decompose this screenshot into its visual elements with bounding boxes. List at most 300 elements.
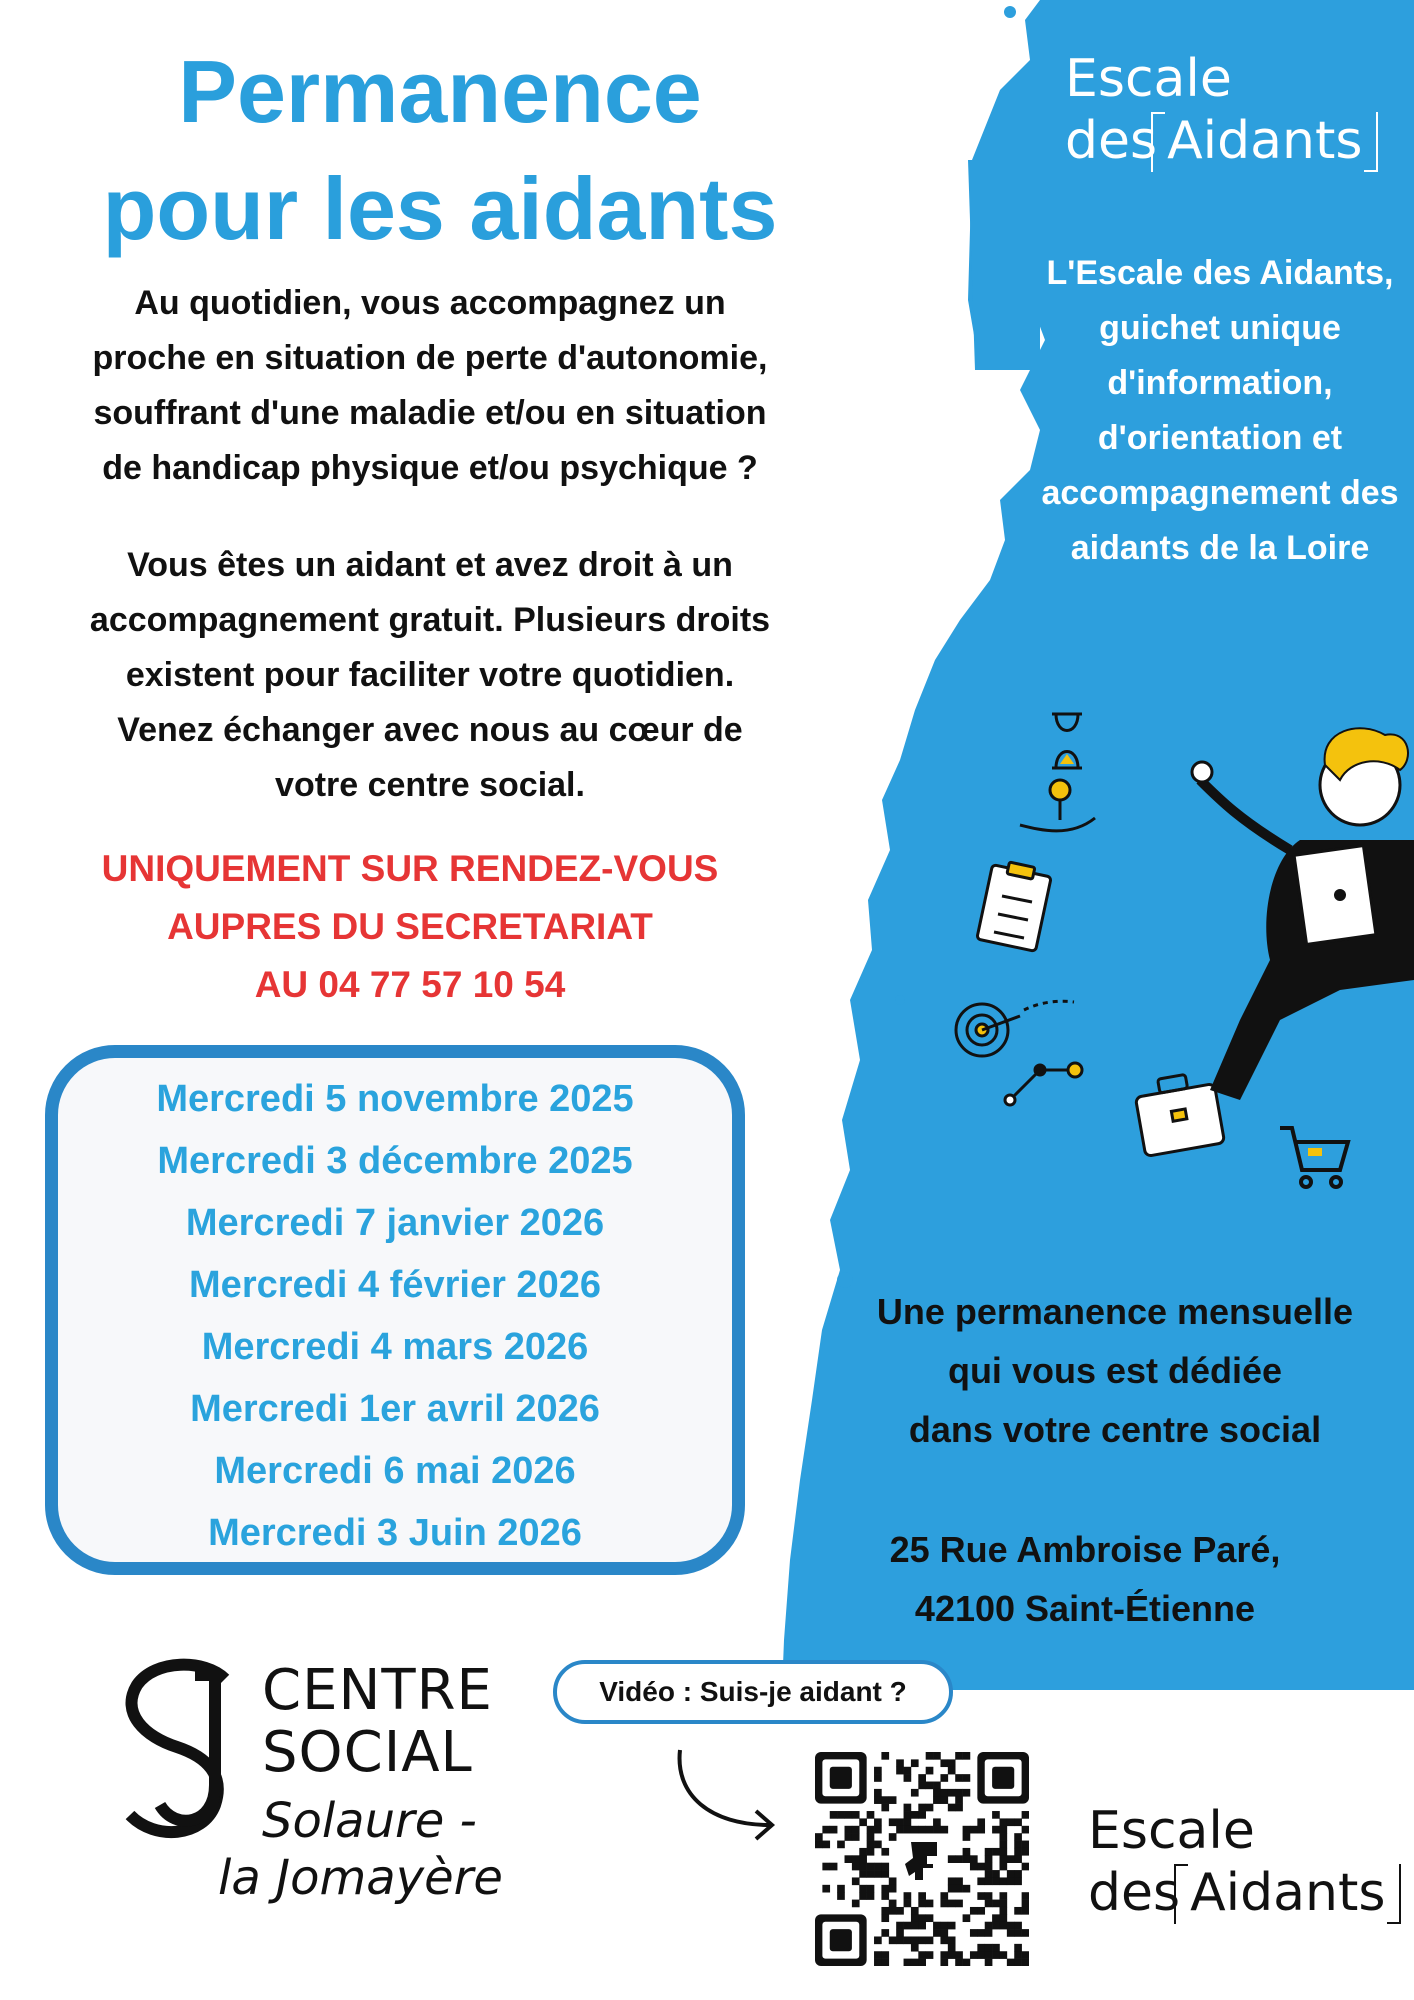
centre-social-line-2: SOCIAL — [262, 1720, 473, 1785]
qr-module — [985, 1900, 993, 1908]
date-item: Mercredi 3 Juin 2026 — [208, 1512, 582, 1554]
qr-module — [918, 1811, 926, 1819]
qr-module — [940, 1951, 948, 1959]
qr-module — [999, 1951, 1007, 1959]
qr-module — [889, 1796, 897, 1804]
video-link-button[interactable]: Vidéo : Suis-je aidant ? — [553, 1660, 953, 1724]
qr-module — [955, 1789, 963, 1797]
qr-module — [911, 1789, 919, 1797]
qr-module — [985, 1929, 993, 1937]
qr-module — [970, 1929, 978, 1937]
date-item: Mercredi 5 novembre 2025 — [156, 1078, 634, 1120]
qr-module — [1007, 1922, 1015, 1930]
qr-module — [874, 1818, 882, 1826]
qr-module — [948, 1885, 956, 1893]
qr-module — [918, 1826, 926, 1834]
qr-module — [948, 1922, 956, 1930]
qr-module — [999, 1833, 1007, 1841]
qr-module — [874, 1959, 882, 1966]
qr-module — [977, 1944, 985, 1952]
qr-module — [918, 1900, 926, 1908]
connector-icon — [1005, 1063, 1082, 1105]
qr-module — [1014, 1877, 1022, 1885]
qr-module — [963, 1959, 971, 1966]
qr-module — [859, 1818, 867, 1826]
centre-social-line-1: CENTRE — [262, 1658, 493, 1723]
qr-module — [970, 1907, 978, 1915]
qr-module — [977, 1877, 985, 1885]
qr-module — [970, 1855, 978, 1863]
qr-module — [830, 1863, 838, 1871]
appointment-notice — [30, 840, 790, 1014]
monthly-line: Une permanence mensuelle — [876, 1291, 1354, 1332]
qr-module — [889, 1936, 897, 1944]
qr-module — [992, 1826, 1000, 1834]
qr-module — [948, 1855, 956, 1863]
rights-line: existent pour faciliter votre quotidien. — [125, 656, 735, 694]
qr-module — [1014, 1944, 1022, 1952]
qr-module — [867, 1848, 875, 1856]
qr-module — [881, 1892, 889, 1900]
qr-module — [1007, 1870, 1015, 1878]
qr-module — [926, 1804, 934, 1812]
appointment-line: AU 04 77 57 10 54 — [254, 964, 566, 1005]
qr-module — [955, 1885, 963, 1893]
escale-logo-line-2 — [1088, 1862, 1395, 1924]
qr-module — [845, 1826, 853, 1834]
qr-module — [999, 1900, 1007, 1908]
qr-module — [963, 1826, 971, 1834]
qr-module — [999, 1848, 1007, 1856]
qr-module — [852, 1811, 860, 1819]
qr-module — [896, 1767, 904, 1775]
qr-module — [940, 1936, 948, 1944]
qr-module — [1022, 1907, 1029, 1915]
qr-module — [852, 1877, 860, 1885]
qr-module — [1022, 1892, 1029, 1900]
qr-module — [940, 1826, 948, 1834]
qr-module — [867, 1870, 875, 1878]
qr-module — [1014, 1959, 1022, 1966]
clipboard-icon — [977, 862, 1051, 951]
qr-finder — [830, 1929, 852, 1951]
qr-module — [1014, 1929, 1022, 1937]
qr-module — [992, 1900, 1000, 1908]
qr-module — [977, 1818, 985, 1826]
qr-module — [881, 1752, 889, 1760]
dates-box — [45, 1045, 745, 1575]
qr-module — [859, 1863, 867, 1871]
page-title-line-2: pour les aidants — [102, 159, 778, 258]
qr-module — [911, 1914, 919, 1922]
qr-module — [985, 1855, 993, 1863]
escale-description — [1020, 246, 1414, 576]
qr-module — [1014, 1833, 1022, 1841]
qr-module — [881, 1885, 889, 1893]
qr-module — [955, 1855, 963, 1863]
qr-module — [999, 1841, 1007, 1849]
qr-module — [904, 1936, 912, 1944]
qr-module — [933, 1826, 941, 1834]
escale-logo-bottom — [1088, 1800, 1395, 1924]
rights-line: Venez échanger avec nous au cœur de — [117, 711, 743, 749]
qr-module — [926, 1782, 934, 1790]
qr-module — [940, 1922, 948, 1930]
qr-module — [859, 1870, 867, 1878]
qr-module — [977, 1892, 985, 1900]
qr-module — [881, 1796, 889, 1804]
qr-module — [1007, 1959, 1015, 1966]
qr-finder — [830, 1767, 852, 1789]
qr-module — [948, 1900, 956, 1908]
qr-module — [992, 1951, 1000, 1959]
qr-module — [955, 1752, 963, 1760]
qr-module — [948, 1944, 956, 1952]
qr-module — [985, 1959, 993, 1966]
qr-module — [918, 1959, 926, 1966]
qr-module — [822, 1863, 830, 1871]
qr-module — [904, 1892, 912, 1900]
escale-logo-prefix: des — [1065, 111, 1158, 171]
qr-module — [955, 1959, 963, 1966]
qr-module — [1022, 1900, 1029, 1908]
qr-module — [874, 1774, 882, 1782]
qr-module — [918, 1922, 926, 1930]
qr-module — [822, 1826, 830, 1834]
qr-module — [963, 1833, 971, 1841]
qr-module — [918, 1951, 926, 1959]
escale-desc-line: accompagnement des — [1041, 474, 1399, 512]
qr-module — [926, 1936, 934, 1944]
qr-module — [999, 1914, 1007, 1922]
escale-desc-line: L'Escale des Aidants, — [1046, 254, 1394, 292]
qr-module — [911, 1922, 919, 1930]
qr-module — [918, 1804, 926, 1812]
qr-module — [1022, 1848, 1029, 1856]
qr-module — [1022, 1951, 1029, 1959]
qr-module — [1022, 1811, 1029, 1819]
qr-module — [837, 1892, 845, 1900]
qr-module — [955, 1877, 963, 1885]
date-item: Mercredi 7 janvier 2026 — [185, 1202, 605, 1244]
qr-module — [963, 1914, 971, 1922]
qr-module — [940, 1892, 948, 1900]
monthly-line: dans votre centre social — [908, 1409, 1322, 1450]
qr-module — [874, 1936, 882, 1944]
qr-module — [940, 1959, 948, 1966]
qr-module — [822, 1841, 830, 1849]
qr-module — [970, 1826, 978, 1834]
qr-code[interactable] — [815, 1752, 1029, 1966]
qr-module — [1014, 1907, 1022, 1915]
qr-module — [992, 1944, 1000, 1952]
qr-module — [867, 1826, 875, 1834]
qr-module — [933, 1752, 941, 1760]
hourglass-icon — [1052, 714, 1082, 768]
qr-module — [896, 1929, 904, 1937]
escale-logo-line-1: Escale — [1088, 1801, 1255, 1861]
qr-module — [992, 1922, 1000, 1930]
qr-module — [881, 1929, 889, 1937]
qr-module — [874, 1796, 882, 1804]
qr-module — [852, 1826, 860, 1834]
qr-module — [992, 1848, 1000, 1856]
qr-module — [867, 1885, 875, 1893]
qr-module — [918, 1914, 926, 1922]
centre-social-logo-mark — [115, 1655, 255, 1845]
qr-module — [852, 1833, 860, 1841]
qr-module — [999, 1877, 1007, 1885]
appointment-line: UNIQUEMENT SUR RENDEZ-VOUS — [101, 848, 719, 889]
qr-module — [963, 1885, 971, 1893]
qr-module — [977, 1863, 985, 1871]
aidant-illustration — [940, 690, 1414, 1210]
qr-module — [815, 1833, 823, 1841]
qr-module — [977, 1929, 985, 1937]
rights-line: accompagnement gratuit. Plusieurs droits — [89, 601, 771, 639]
qr-module — [955, 1796, 963, 1804]
appointment-line: AUPRES DU SECRETARIAT — [167, 906, 653, 947]
qr-module — [896, 1922, 904, 1930]
qr-module — [918, 1782, 926, 1790]
qr-module — [874, 1767, 882, 1775]
qr-module — [911, 1826, 919, 1834]
qr-module — [896, 1759, 904, 1767]
qr-module — [845, 1855, 853, 1863]
qr-module — [904, 1959, 912, 1966]
page-title-line-1: Permanence — [178, 42, 702, 141]
escale-logo-line-2 — [1065, 110, 1372, 172]
qr-module — [1022, 1929, 1029, 1937]
rights-line: votre centre social. — [275, 766, 585, 804]
qr-module — [963, 1752, 971, 1760]
qr-module — [881, 1870, 889, 1878]
monthly-text — [830, 1282, 1400, 1459]
qr-module — [896, 1818, 904, 1826]
qr-module — [933, 1818, 941, 1826]
qr-module — [881, 1951, 889, 1959]
qr-module — [933, 1782, 941, 1790]
qr-module — [1014, 1951, 1022, 1959]
qr-module — [904, 1767, 912, 1775]
escale-logo-word: Aidants — [1180, 1862, 1395, 1924]
qr-module — [859, 1892, 867, 1900]
qr-module — [1007, 1877, 1015, 1885]
qr-module — [889, 1907, 897, 1915]
qr-module — [852, 1863, 860, 1871]
dino-icon — [905, 1842, 937, 1880]
qr-module — [948, 1936, 956, 1944]
escale-logo-prefix: des — [1088, 1863, 1181, 1923]
qr-module — [933, 1922, 941, 1930]
qr-module — [940, 1929, 948, 1937]
money-plant-icon — [1020, 780, 1095, 831]
qr-module — [830, 1826, 838, 1834]
qr-module — [889, 1885, 897, 1893]
address-line: 25 Rue Ambroise Paré, — [889, 1529, 1281, 1570]
qr-module — [985, 1870, 993, 1878]
qr-module — [1022, 1959, 1029, 1966]
qr-module — [881, 1804, 889, 1812]
qr-module — [1014, 1841, 1022, 1849]
qr-module — [1022, 1826, 1029, 1834]
monthly-line: qui vous est dédiée — [947, 1350, 1283, 1391]
escale-desc-line: d'orientation et — [1097, 419, 1343, 457]
qr-module — [874, 1870, 882, 1878]
qr-module — [1007, 1855, 1015, 1863]
qr-module — [1014, 1818, 1022, 1826]
qr-module — [948, 1951, 956, 1959]
qr-module — [845, 1833, 853, 1841]
qr-module — [837, 1811, 845, 1819]
qr-module — [904, 1826, 912, 1834]
qr-module — [926, 1767, 934, 1775]
qr-module — [918, 1774, 926, 1782]
qr-module — [948, 1804, 956, 1812]
qr-module — [881, 1959, 889, 1966]
qr-module — [859, 1885, 867, 1893]
qr-module — [948, 1767, 956, 1775]
qr-module — [1014, 1848, 1022, 1856]
escale-desc-line: guichet unique — [1099, 309, 1341, 347]
qr-module — [940, 1759, 948, 1767]
qr-module — [904, 1922, 912, 1930]
qr-module — [985, 1877, 993, 1885]
date-item: Mercredi 6 mai 2026 — [214, 1450, 576, 1492]
qr-module — [852, 1855, 860, 1863]
qr-module — [999, 1922, 1007, 1930]
qr-module — [889, 1877, 897, 1885]
qr-module — [881, 1863, 889, 1871]
escale-logo-word: Aidants — [1157, 110, 1372, 172]
qr-module — [1014, 1855, 1022, 1863]
qr-module — [904, 1804, 912, 1812]
arrow-icon — [670, 1745, 790, 1855]
address-line: 42100 Saint-Étienne — [914, 1588, 1256, 1629]
qr-module — [933, 1796, 941, 1804]
qr-module — [867, 1833, 875, 1841]
qr-module — [911, 1944, 919, 1952]
qr-module — [999, 1863, 1007, 1871]
qr-module — [926, 1914, 934, 1922]
address — [820, 1520, 1350, 1638]
qr-module — [1014, 1870, 1022, 1878]
qr-module — [955, 1774, 963, 1782]
qr-module — [837, 1885, 845, 1893]
qr-module — [911, 1811, 919, 1819]
qr-module — [918, 1936, 926, 1944]
qr-module — [933, 1929, 941, 1937]
qr-module — [955, 1900, 963, 1908]
qr-module — [889, 1833, 897, 1841]
qr-module — [985, 1922, 993, 1930]
qr-module — [926, 1826, 934, 1834]
qr-module — [992, 1870, 1000, 1878]
qr-module — [815, 1841, 823, 1849]
qr-module — [889, 1818, 897, 1826]
qr-module — [874, 1841, 882, 1849]
qr-module — [867, 1863, 875, 1871]
date-item: Mercredi 3 décembre 2025 — [157, 1140, 633, 1182]
target-icon — [956, 1001, 1074, 1056]
qr-module — [992, 1914, 1000, 1922]
qr-module — [867, 1892, 875, 1900]
qr-module — [985, 1944, 993, 1952]
intro-line: de handicap physique et/ou psychique ? — [102, 449, 758, 487]
qr-module — [1007, 1818, 1015, 1826]
qr-module — [874, 1863, 882, 1871]
rights-paragraph — [30, 538, 830, 813]
qr-module — [881, 1907, 889, 1915]
rights-line: Vous êtes un aidant et avez droit à un — [127, 546, 733, 584]
qr-module — [985, 1951, 993, 1959]
qr-finder — [992, 1767, 1014, 1789]
intro-paragraph — [30, 276, 830, 496]
person-figure — [1192, 728, 1414, 1100]
qr-module — [911, 1959, 919, 1966]
qr-module — [940, 1796, 948, 1804]
qr-module — [926, 1752, 934, 1760]
qr-module — [985, 1892, 993, 1900]
qr-module — [859, 1855, 867, 1863]
qr-module — [859, 1848, 867, 1856]
qr-module — [881, 1914, 889, 1922]
centre-social-line-3: Solaure - — [262, 1793, 477, 1849]
qr-module — [940, 1789, 948, 1797]
qr-module — [963, 1789, 971, 1797]
qr-module — [918, 1892, 926, 1900]
date-item: Mercredi 4 février 2026 — [189, 1264, 601, 1306]
qr-module — [889, 1900, 897, 1908]
qr-module — [992, 1811, 1000, 1819]
qr-module — [992, 1877, 1000, 1885]
qr-module — [874, 1789, 882, 1797]
qr-module — [874, 1951, 882, 1959]
qr-module — [904, 1900, 912, 1908]
qr-module — [896, 1936, 904, 1944]
qr-module — [904, 1774, 912, 1782]
qr-module — [881, 1848, 889, 1856]
escale-desc-line: aidants de la Loire — [1070, 529, 1370, 567]
intro-line: souffrant d'une maladie et/ou en situation — [93, 394, 767, 432]
qr-module — [955, 1951, 963, 1959]
qr-module — [985, 1848, 993, 1856]
qr-module — [904, 1811, 912, 1819]
escale-logo-line-1: Escale — [1065, 49, 1232, 109]
qr-module — [911, 1907, 919, 1915]
qr-module — [999, 1907, 1007, 1915]
qr-module — [940, 1774, 948, 1782]
intro-line: proche en situation de perte d'autonomie, — [92, 339, 768, 377]
qr-module — [822, 1885, 830, 1893]
qr-module — [977, 1907, 985, 1915]
qr-module — [999, 1826, 1007, 1834]
qr-module — [977, 1951, 985, 1959]
qr-module — [926, 1951, 934, 1959]
briefcase-icon — [1135, 1074, 1224, 1156]
date-item: Mercredi 4 mars 2026 — [201, 1326, 589, 1368]
qr-module — [896, 1826, 904, 1834]
qr-module — [1022, 1863, 1029, 1871]
qr-module — [970, 1863, 978, 1871]
qr-module — [867, 1811, 875, 1819]
centre-social-line-4: la Jomayère — [218, 1850, 503, 1906]
qr-module — [948, 1789, 956, 1797]
date-item: Mercredi 1er avril 2026 — [190, 1388, 600, 1430]
qr-module — [963, 1774, 971, 1782]
qr-module — [1007, 1929, 1015, 1937]
escale-desc-line: d'information, — [1107, 364, 1333, 402]
